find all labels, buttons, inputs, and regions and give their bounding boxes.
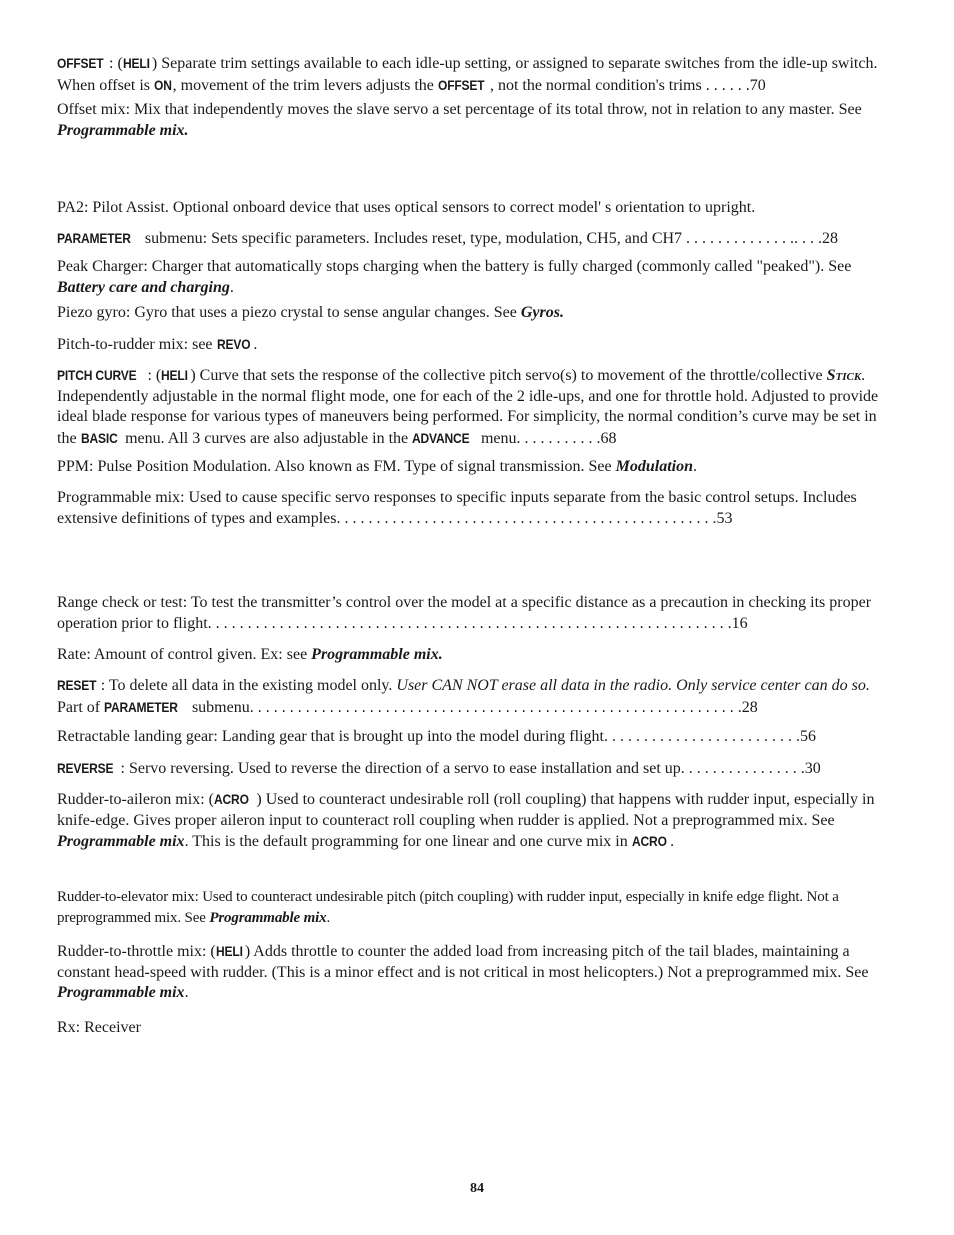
entry-reverse: REVERSE : Servo reversing. Used to reverse the direction of a servo to ease installation and set up. . . . . . . . . . . . . . . .30	[57, 760, 821, 777]
entry-rate: Rate: Amount of control given. Ex: see Programmable mix.	[57, 646, 443, 663]
keyword-revo: REVO	[216, 336, 250, 352]
keyword-on: ON	[154, 76, 172, 93]
cross-reference: Programmable mix	[57, 984, 185, 1001]
entry-ppm: PPM: Pulse Position Modulation. Also known as FM. Type of signal transmission. See Modulation.	[57, 458, 697, 475]
keyword-acro: ACRO	[213, 791, 249, 807]
keyword-offset: OFFSET	[57, 55, 104, 71]
page-number: 84	[470, 1181, 484, 1196]
reset-warning: User CAN NOT erase all data in the radio. Only service center can do so.	[396, 677, 870, 694]
entry-programmable-mix: Programmable mix: Used to cause specific servo responses to specific inputs separate from the basic control setups. Includes extensive definitions of types and examples. . . . . . . . . . . . . . . . . . . . . . . . . . . . . . . . . . . . . . . . . . . . . . . .53	[57, 489, 857, 527]
cross-reference: Programmable mix.	[57, 121, 189, 139]
cross-reference: Programmable mix	[209, 909, 327, 926]
entry-offset-mix: Offset mix: Mix that independently moves the slave servo a set percentage of its total throw, not in relation to any master. See Programmable mix.	[57, 101, 862, 139]
keyword-heli: HELI	[122, 55, 150, 71]
entry-parameter: PARAMETER submenu: Sets specific parameters. Includes reset, type, modulation, CH5, and CH7 . . . . . . . . . . . . . .. . . .28	[57, 230, 839, 247]
entry-pitch-curve: PITCH CURVE : (HELI ) Curve that sets the response of the collective pitch servo(s) to movement of the throttle/collective Stick. Independently adjustable in the normal flight mode, one for each of the 2 idle-ups, and one for throttle hold. Adjusted to provide ideal blade response for various types of maneuvers being performed. For simplicity, the normal condition’s curve may be set in the BASIC menu. All 3 curves are also adjustable in the ADVANCE menu. . . . . . . . . . .68	[57, 367, 879, 447]
entry-rudder-to-aileron: Rudder-to-aileron mix: (ACRO ) Used to counteract undesirable roll (roll coupling) that happens with rudder input, especially in knife-edge. Gives proper aileron input to counteract roll coupling when rudder is applied. Not a preprogrammed mix. See Programmable mix. This is the default programming for one linear and one curve mix in ACRO .	[57, 791, 875, 850]
keyword-heli: HELI	[161, 367, 188, 383]
keyword-parameter: PARAMETER	[104, 698, 178, 715]
entry-offset: OFFSET : (HELI ) Separate trim settings available to each idle-up setting, or assigned to separate switches from the idle-up switch. When offset is ON, movement of the trim levers adjusts the OFFSET , not the normal condition's trims . . . . . .70	[57, 55, 878, 94]
entry-rx: Rx: Receiver	[57, 1019, 141, 1036]
cross-reference: Programmable mix	[57, 833, 185, 850]
entry-range-check: Range check or test: To test the transmitter’s control over the model at a specific distance as a precaution in checking its proper operation prior to flight. . . . . . . . . . . . . . . . . . . . . . . . . . . . . . . . . . . . . . . . . . . . . . . . . . . . . . . . . . . . . . . . . .16	[57, 594, 872, 632]
entry-rudder-to-elevator: Rudder-to-elevator mix: Used to counteract undesirable pitch (pitch coupling) with rudder input, especially in knife edge flight. Not a preprogrammed mix. See Programmable mix.	[57, 889, 839, 926]
cross-reference: Programmable mix.	[311, 646, 443, 663]
cross-reference: Gyros.	[520, 304, 564, 321]
entry-peak-charger: Peak Charger: Charger that automatically stops charging when the battery is fully charged (commonly called "peaked"). See Battery care and charging.	[57, 258, 852, 296]
keyword-parameter: PARAMETER	[57, 230, 131, 246]
cross-reference: Modulation	[615, 458, 693, 475]
keyword-advance: ADVANCE	[412, 429, 470, 446]
entry-retractable-gear: Retractable landing gear: Landing gear that is brought up into the model during flight. . . . . . . . . . . . . . . . . . . . . . . . .56	[57, 728, 816, 745]
keyword-heli: HELI	[215, 943, 243, 959]
keyword-stick: Stick	[826, 367, 862, 384]
keyword-reset: RESET	[57, 677, 97, 693]
keyword-reverse: REVERSE	[57, 760, 114, 776]
keyword-offset: OFFSET	[437, 76, 485, 93]
entry-piezo-gyro: Piezo gyro: Gyro that uses a piezo crystal to sense angular changes. See Gyros.	[57, 304, 564, 321]
cross-reference: Battery care and charging	[57, 278, 230, 296]
entry-pa2: PA2: Pilot Assist. Optional onboard device that uses optical sensors to correct model' s orientation to upright.	[57, 199, 756, 216]
entry-pitch-to-rudder: Pitch-to-rudder mix: see REVO .	[57, 336, 258, 353]
keyword-acro: ACRO	[631, 833, 667, 849]
keyword-basic: BASIC	[80, 429, 118, 446]
entry-rudder-to-throttle: Rudder-to-throttle mix: (HELI ) Adds throttle to counter the added load from increasing pitch of the tail blades, maintaining a constant head-speed with rudder. (This is a minor effect and is not critical in most helicopters.) Not a preprogrammed mix. See Programmable mix.	[57, 943, 869, 1001]
entry-reset: RESET : To delete all data in the existing model only. User CAN NOT erase all data in the radio. Only service center can do so. Part of PARAMETER submenu. . . . . . . . . . . . . . . . . . . . . . . . . . . . . . . . . . . . . . . . . . . . . . . . . . . . . . . . . . . . . .28	[57, 677, 870, 716]
keyword-pitch-curve: PITCH CURVE	[57, 367, 137, 383]
